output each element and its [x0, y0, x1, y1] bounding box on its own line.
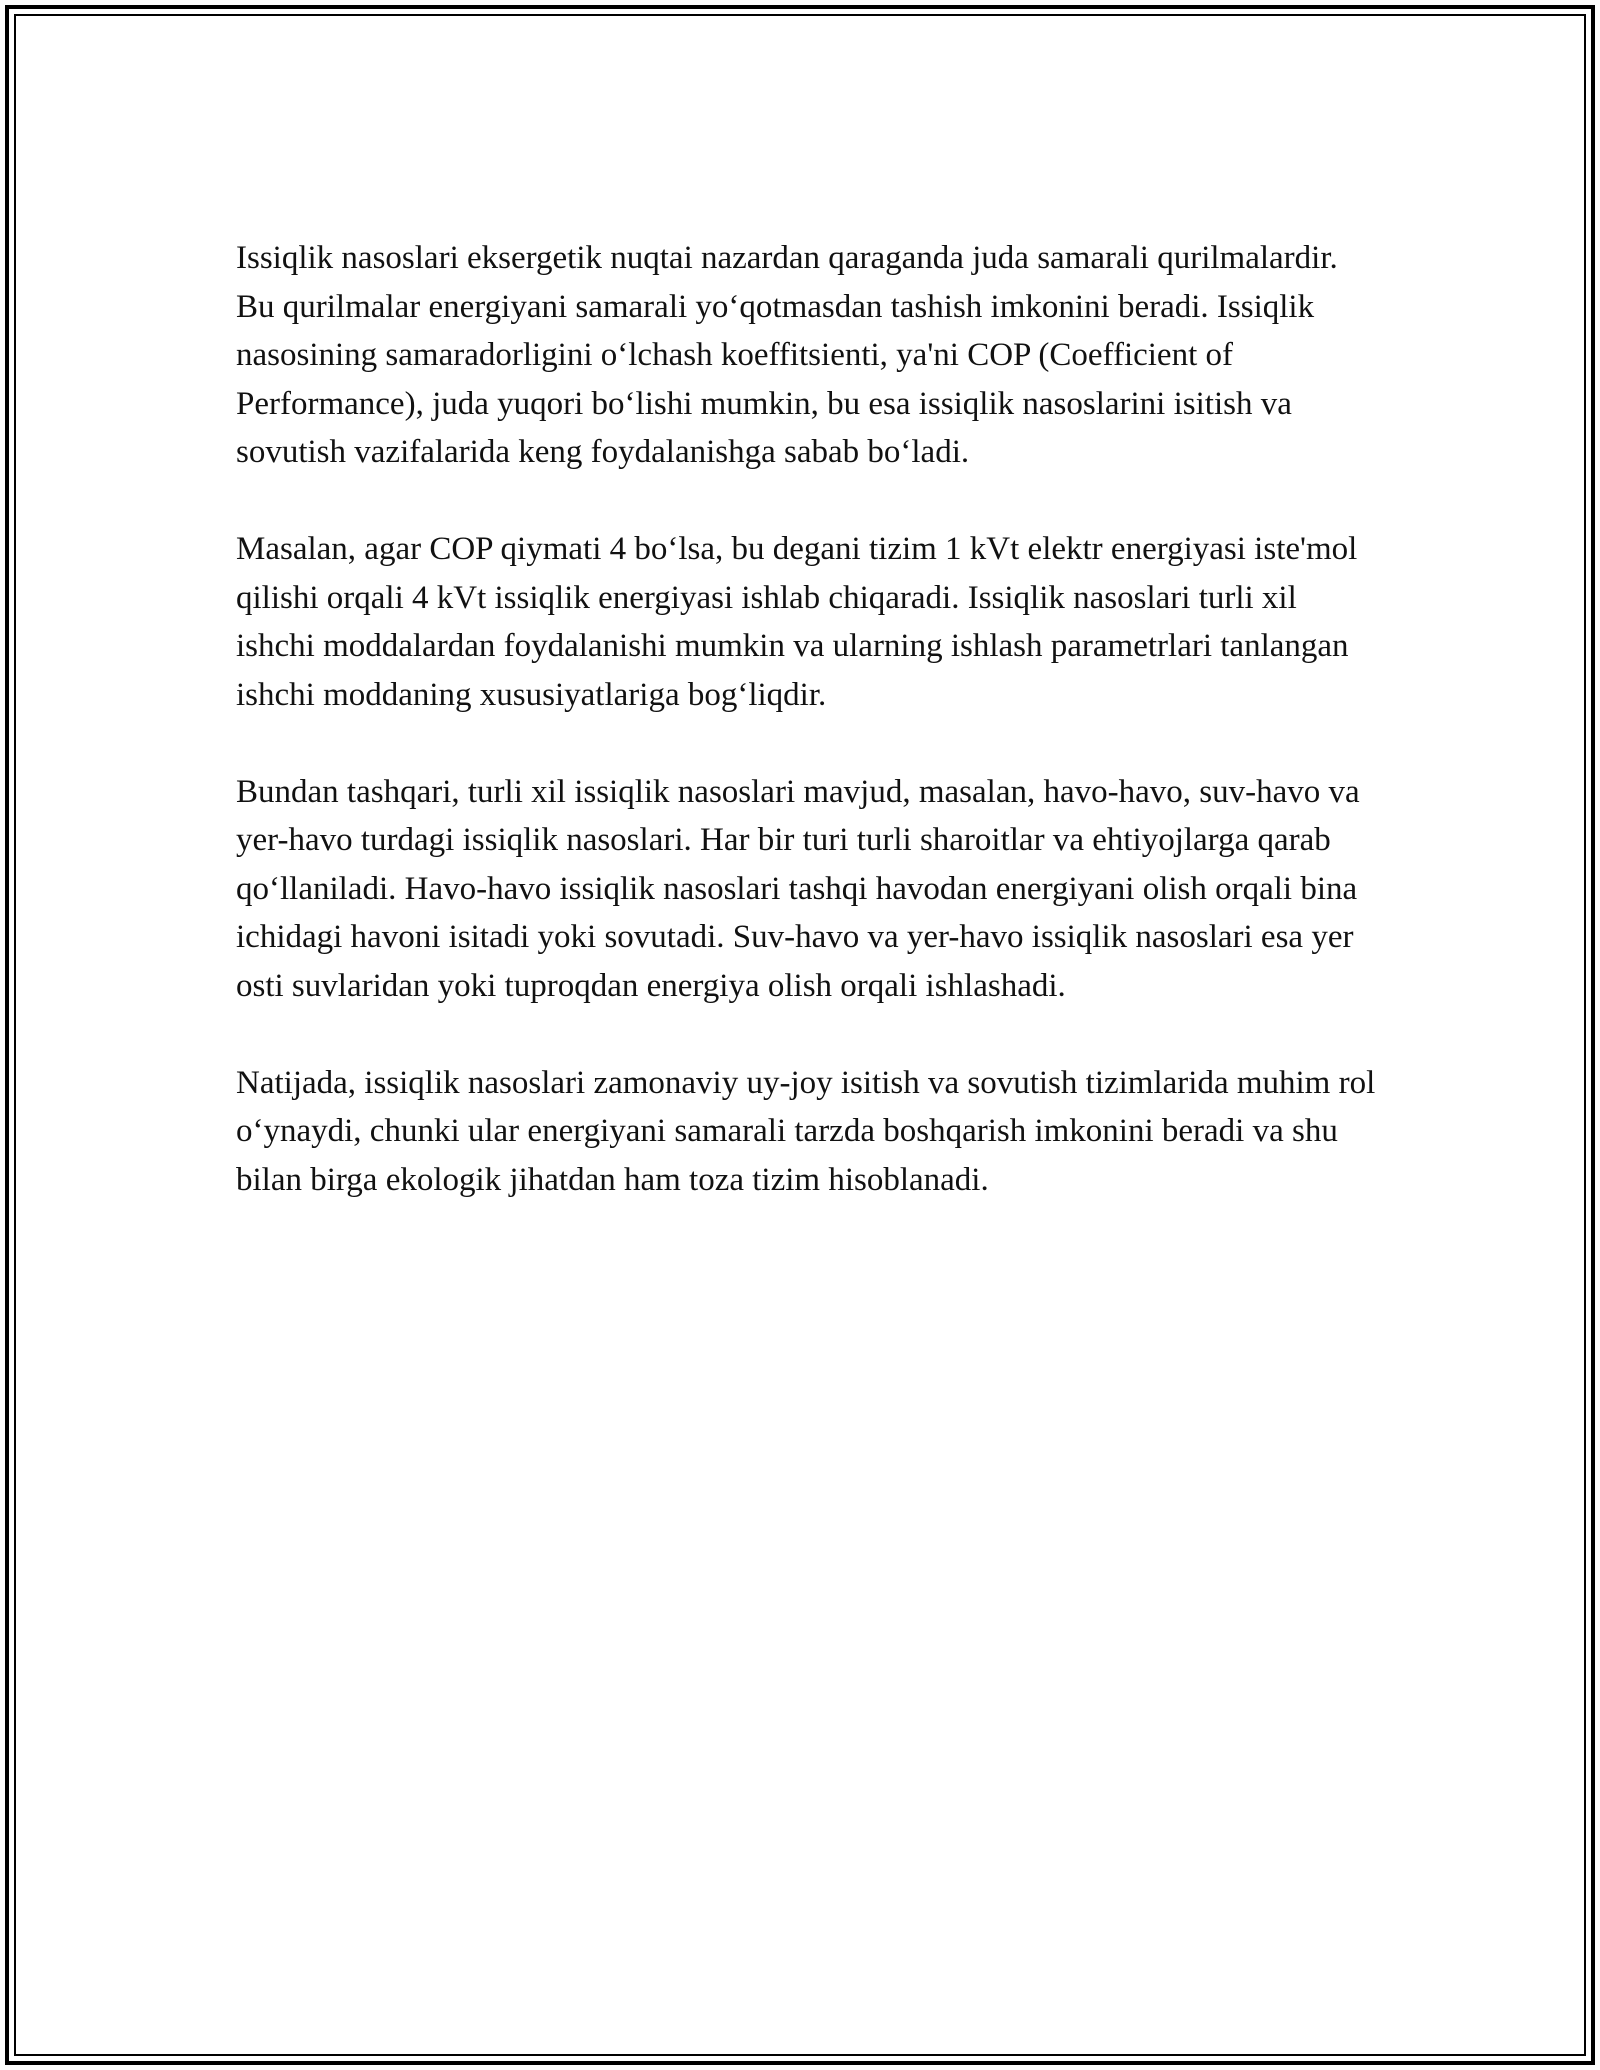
paragraph-1: Issiqlik nasoslari eksergetik nuqtai nazardan qaraganda juda samarali qurilmalardir. Bu qurilmalar energiyani samarali yo‘qotmasdan tashish imkonini beradi. Issiqlik nasosining samaradorligini o‘lchash koeffitsienti, ya'ni COP (Coefficient of Performance), juda yuqori bo‘lishi mumkin, bu esa issiqlik nasoslarini isitish va sovutish vazifalarida keng foydalanishga sabab bo‘ladi.: [236, 240, 1338, 470]
paragraph-4: Natijada, issiqlik nasoslari zamonaviy uy-joy isitish va sovutish tizimlarida muhim rol o‘ynaydi, chunki ular energiyani samarali tarzda boshqarish imkonini beradi va shu bilan birga ekologik jihatdan ham toza tizim hisoblanadi.: [236, 1064, 1376, 1198]
paragraph-2: Masalan, agar COP qiymati 4 bo‘lsa, bu degani tizim 1 kVt elektr energiyasi iste'mol qilishi orqali 4 kVt issiqlik energiyasi ishlab chiqaradi. Issiqlik nasoslari turli xil ishchi moddalardan foydalanishi mumkin va ularning ishlash parametrlari tanlangan ishchi moddaning xususiyatlariga bog‘liqdir.: [236, 531, 1358, 713]
document-body: [236, 234, 1376, 1253]
paragraph-3: Bundan tashqari, turli xil issiqlik nasoslari mavjud, masalan, havo-havo, suv-havo va yer-havo turdagi issiqlik nasoslari. Har bir turi turli sharoitlar va ehtiyojlarga qarab qo‘llaniladi. Havo-havo issiqlik nasoslari tashqi havodan energiyani olish orqali bina ichidagi havoni isitadi yoki sovutadi. Suv-havo va yer-havo issiqlik nasoslari esa yer osti suvlaridan yoki tuproqdan energiya olish orqali ishlashadi.: [236, 773, 1360, 1004]
